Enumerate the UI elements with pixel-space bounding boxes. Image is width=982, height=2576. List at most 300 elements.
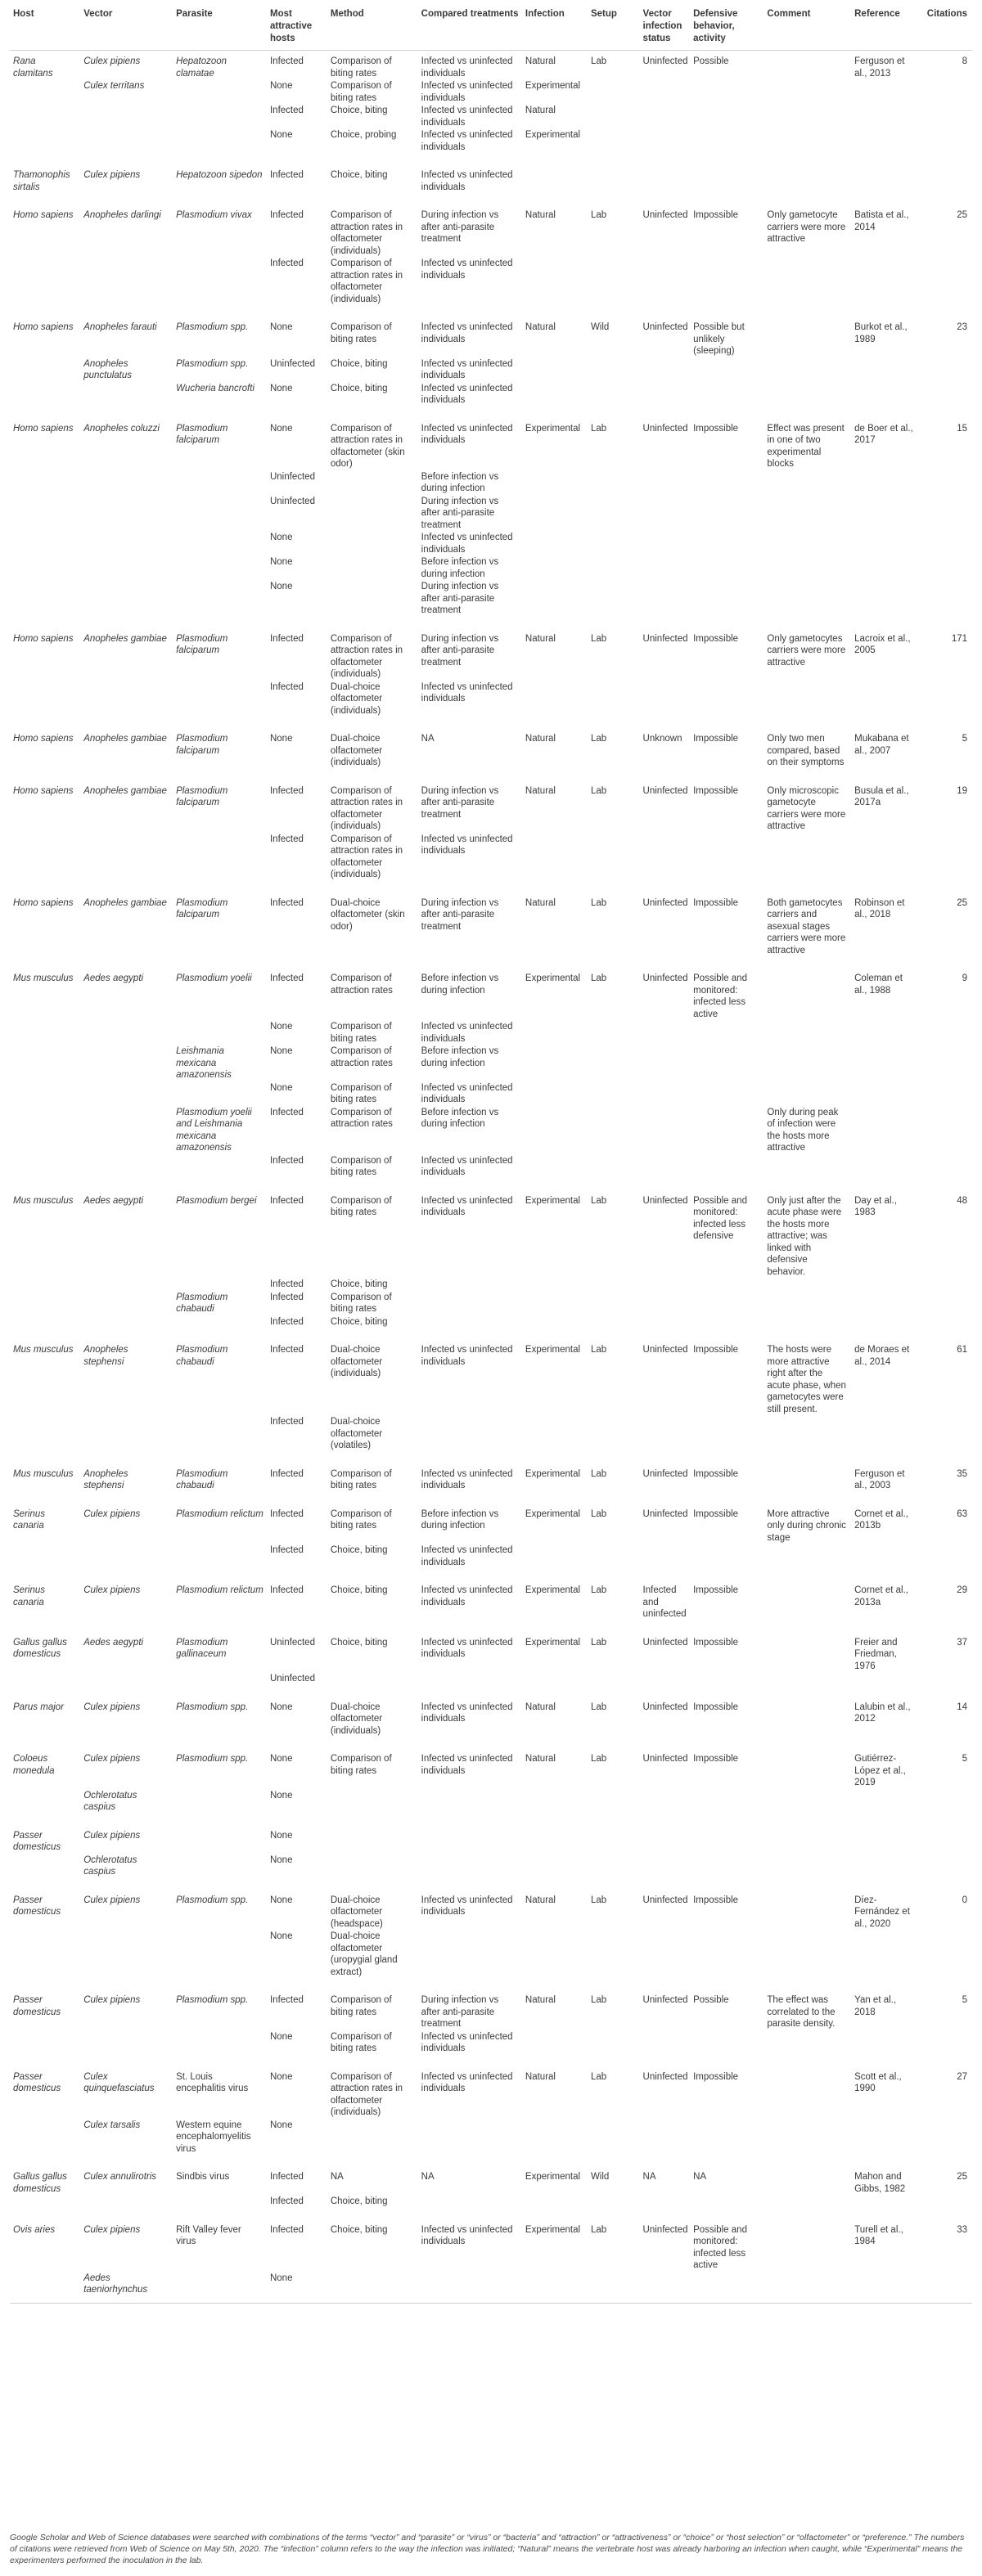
table-cell — [327, 495, 418, 532]
table-cell — [80, 681, 173, 717]
table-cell — [764, 1621, 851, 1673]
table-cell — [80, 495, 173, 532]
table-cell: 35 — [957, 1468, 967, 1479]
table-cell: Sindbis virus — [176, 2172, 230, 2182]
table-cell: Culex pipiens — [83, 1754, 141, 1764]
table-row — [10, 1106, 972, 1154]
table-cell — [640, 1789, 691, 1814]
table-cell — [640, 128, 691, 153]
table-cell: 171 — [951, 633, 967, 644]
table-cell: Infected vs uninfected individuals — [421, 1195, 513, 1217]
table-cell: Burkot et al., 1989 — [854, 322, 908, 344]
table-cell: Infected — [269, 2196, 304, 2206]
table-cell — [173, 495, 267, 532]
table-cell: Only gametocyte carriers were more attractive — [767, 210, 846, 244]
table-cell — [690, 495, 764, 532]
table-cell: Lab — [590, 56, 607, 66]
table-cell — [920, 2195, 972, 2208]
table-cell — [173, 1544, 267, 1568]
table-cell — [851, 153, 920, 193]
table-cell: Experimental — [525, 2172, 581, 2182]
table-cell — [588, 1315, 640, 1328]
table-cell: None — [269, 557, 293, 567]
table-cell: Experimental — [525, 1345, 581, 1355]
table-row — [10, 1814, 972, 1854]
table-cell — [173, 257, 267, 305]
table-cell: 33 — [957, 2224, 967, 2235]
table-cell — [588, 2119, 640, 2156]
table-cell — [851, 2030, 920, 2055]
table-row — [10, 580, 972, 617]
table-cell — [327, 1672, 418, 1685]
table-cell — [851, 257, 920, 305]
table-cell — [851, 1415, 920, 1452]
table-cell — [10, 1045, 80, 1081]
table-cell: None — [269, 1790, 293, 1801]
table-cell: Infected — [269, 2224, 304, 2235]
table-cell: Choice, biting — [330, 170, 388, 180]
table-cell: During infection vs after anti-parasite treatment — [421, 633, 499, 668]
table-cell — [764, 531, 851, 555]
table-cell: Culex pipiens — [83, 1995, 141, 2005]
table-cell — [640, 79, 691, 104]
table-cell — [920, 104, 972, 128]
table-cell — [522, 257, 588, 305]
table-cell: 0 — [962, 1895, 967, 1905]
table-cell — [690, 1854, 764, 1878]
table-cell — [418, 2119, 522, 2156]
table-cell: Comparison of biting rates — [330, 1082, 392, 1104]
table-cell — [764, 1685, 851, 1738]
table-cell: Comparison of biting rates — [330, 1995, 392, 2017]
table-cell — [522, 2272, 588, 2304]
table-cell — [920, 1045, 972, 1081]
table-cell: 25 — [957, 897, 967, 908]
table-cell: Uninfected — [269, 1674, 315, 1684]
table-cell: Infected — [269, 2172, 304, 2182]
table-cell — [690, 1291, 764, 1315]
table-cell: Lab — [590, 1895, 607, 1905]
table-cell: Ferguson et al., 2003 — [854, 1468, 905, 1490]
table-cell: Culex pipiens — [83, 1585, 141, 1595]
table-cell: Infected vs uninfected individuals — [421, 1895, 513, 1917]
table-cell: Anopheles farauti — [83, 322, 157, 332]
table-cell — [640, 1045, 691, 1081]
table-cell — [764, 470, 851, 495]
table-cell — [764, 2272, 851, 2304]
table-cell: Impossible — [693, 423, 739, 434]
table-cell — [764, 1315, 851, 1328]
table-cell: Possible — [693, 56, 729, 66]
table-cell — [764, 2055, 851, 2119]
table-cell: Dual-choice olfactometer (uropygial gland extract) — [330, 1931, 398, 1977]
table-cell: Dual-choice olfactometer (individuals) — [330, 1345, 383, 1378]
table-cell — [10, 1672, 80, 1685]
table-cell: Leishmania mexicana amazonensis — [176, 1046, 232, 1080]
table-cell: Choice, biting — [330, 1637, 388, 1648]
table-cell — [418, 1291, 522, 1315]
table-cell: Infected vs uninfected individuals — [421, 56, 513, 79]
table-cell — [588, 1106, 640, 1154]
table-cell: Natural — [525, 734, 556, 744]
table-cell: Plasmodium relictum — [176, 1508, 264, 1519]
table-cell — [764, 1789, 851, 1814]
table-cell — [80, 382, 173, 407]
table-cell: Impossible — [693, 734, 739, 744]
table-cell: Aedes aegypti — [83, 973, 144, 983]
table-cell — [80, 580, 173, 617]
table-cell: Thamonophis sirtalis — [13, 170, 70, 192]
table-cell — [690, 2272, 764, 2304]
table-cell: Experimental — [525, 130, 581, 140]
table-cell: Infected vs uninfected individuals — [421, 1754, 513, 1776]
table-cell — [173, 1814, 267, 1854]
table-cell: Homo sapiens — [13, 633, 74, 644]
table-cell — [690, 1020, 764, 1045]
table-cell — [640, 357, 691, 382]
table-cell — [10, 2272, 80, 2304]
table-cell: None — [269, 322, 293, 332]
table-cell — [80, 1278, 173, 1291]
table-cell: Comparison of biting rates — [330, 1022, 392, 1044]
table-cell — [640, 1154, 691, 1179]
col-header: Infection — [522, 0, 588, 51]
table-cell — [522, 1081, 588, 1106]
table-cell: Infected — [269, 106, 304, 115]
table-cell — [588, 1930, 640, 1978]
table-cell — [588, 257, 640, 305]
table-cell: Culex pipiens — [83, 2224, 141, 2235]
table-cell — [764, 2195, 851, 2208]
table-cell — [418, 1278, 522, 1291]
table-row — [10, 382, 972, 407]
table-cell — [588, 104, 640, 128]
table-cell: Plasmodium bergei — [176, 1195, 257, 1206]
table-cell: Comparison of biting rates — [330, 1195, 392, 1217]
table-cell: Mus musculus — [13, 1345, 74, 1355]
table-cell — [10, 1854, 80, 1878]
col-header: Method — [327, 0, 418, 51]
table-cell — [851, 1020, 920, 1045]
table-cell: Plasmodium chabaudi — [176, 1468, 228, 1490]
table-cell: Plasmodium yoelii and Leishmania mexicana amazonensis — [176, 1107, 252, 1153]
table-cell: None — [269, 1046, 293, 1056]
table-cell — [920, 2119, 972, 2156]
table-cell — [588, 79, 640, 104]
table-cell — [640, 1278, 691, 1291]
table-cell: Uninfected — [642, 1345, 688, 1355]
table-cell: Choice, probing — [330, 130, 397, 140]
table-cell: Culex pipiens — [83, 1508, 141, 1519]
table-cell — [764, 1415, 851, 1452]
table-cell — [173, 1930, 267, 1978]
table-cell — [10, 2119, 80, 2156]
table-cell: 9 — [962, 973, 967, 983]
table-cell: Infected — [269, 1316, 304, 1327]
table-cell — [690, 257, 764, 305]
table-cell: Before infection vs during infection — [421, 1107, 499, 1129]
table-cell: Lab — [590, 1468, 607, 1479]
table-cell: Homo sapiens — [13, 734, 74, 744]
table-cell — [764, 305, 851, 357]
table-cell — [522, 1045, 588, 1081]
table-cell: Mahon and Gibbs, 1982 — [854, 2172, 906, 2194]
table-cell — [764, 104, 851, 128]
table-cell: Infected vs uninfected individuals — [421, 423, 513, 445]
table-cell — [418, 2272, 522, 2304]
table-cell: 25 — [957, 2172, 967, 2182]
table-cell — [10, 470, 80, 495]
table-cell: de Moraes et al., 2014 — [854, 1345, 910, 1367]
table-cell: Gutiérrez-López et al., 2019 — [854, 1754, 906, 1787]
table-cell — [690, 531, 764, 555]
table-cell — [851, 681, 920, 717]
table-cell — [764, 1452, 851, 1492]
table-cell: None — [269, 81, 293, 91]
table-row — [10, 1621, 972, 1673]
table-cell: Both gametocytes carriers and asexual stages carriers were more attractive — [767, 897, 846, 955]
table-row — [10, 193, 972, 257]
table-cell: Infected vs uninfected individuals — [421, 81, 513, 103]
table-cell: Serinus canaria — [13, 1508, 45, 1531]
table-cell — [640, 382, 691, 407]
table-row — [10, 2155, 972, 2195]
table-cell: During infection vs after anti-parasite treatment — [421, 582, 499, 615]
table-cell — [80, 1930, 173, 1978]
table-cell — [764, 2155, 851, 2195]
table-cell: Impossible — [693, 1585, 739, 1595]
table-cell — [640, 2195, 691, 2208]
table-cell: Infected vs uninfected individuals — [421, 2031, 513, 2053]
table-cell: Lab — [590, 2071, 607, 2082]
table-cell — [327, 1814, 418, 1854]
table-cell — [764, 1020, 851, 1045]
table-cell — [80, 1081, 173, 1106]
table-cell: Uninfected — [642, 1468, 688, 1479]
table-cell: NA — [330, 2172, 344, 2182]
table-cell: 8 — [962, 56, 967, 66]
table-cell — [640, 1291, 691, 1315]
table-cell — [690, 1106, 764, 1154]
table-cell: Lab — [590, 423, 607, 434]
table-cell: During infection vs after anti-parasite treatment — [421, 897, 499, 932]
table-cell — [522, 357, 588, 382]
table-cell — [10, 1930, 80, 1978]
table-cell — [690, 382, 764, 407]
table-cell: Gallus gallus domesticus — [13, 2172, 67, 2194]
col-header: Host — [10, 0, 80, 51]
table-cell: 23 — [957, 322, 967, 332]
table-cell — [640, 495, 691, 532]
table-cell: Comparison of attraction rates in olfactometer (individuals) — [330, 633, 403, 679]
table-cell: More attractive only during chronic stage — [767, 1508, 846, 1543]
table-cell: Comparison of attraction rates — [330, 973, 393, 996]
table-row — [10, 79, 972, 104]
table-cell — [920, 1930, 972, 1978]
table-cell — [851, 104, 920, 128]
table-cell: Choice, biting — [330, 383, 388, 393]
table-cell: None — [269, 533, 293, 542]
table-cell: Culex tarsalis — [83, 2120, 141, 2130]
table-cell — [690, 357, 764, 382]
table-cell — [920, 1154, 972, 1179]
table-cell: Uninfected — [642, 785, 688, 796]
table-cell — [851, 2119, 920, 2156]
table-cell — [764, 1854, 851, 1878]
table-cell: Natural — [525, 322, 556, 332]
table-footnote: Google Scholar and Web of Science databases were searched with combinations of the terms “vector” and “parasite” or “virus” or “bacteria” and “attraction” or “attractiveness” or “choice” or “host selection” or “olfactometer” or “preference.” The numbers of citations were retrieved from Web of Science on May 5th, 2020. The “infection” column refers to the way the infection was initiated; “Natural” means the vertebrate host was already harboring an infection when caught, while “Experimental” means the experimenters performed the inoculation in the lab. — [10, 2533, 965, 2565]
table-cell — [764, 153, 851, 193]
table-cell: Natural — [525, 785, 556, 796]
table-cell: Infected — [269, 785, 304, 796]
table-cell — [173, 1154, 267, 1179]
table-cell: Natural — [525, 1895, 556, 1905]
table-cell: Before infection vs during infection — [421, 1046, 499, 1068]
table-cell — [640, 555, 691, 580]
table-cell: Effect was present in one of two experimental blocks — [767, 423, 845, 469]
table-cell: Experimental — [525, 1585, 581, 1595]
table-cell: Comparison of biting rates — [330, 2031, 392, 2053]
table-cell — [588, 2195, 640, 2208]
table-row — [10, 51, 972, 80]
table-cell: Plasmodium falciparum — [176, 897, 228, 919]
table-cell: Passer domesticus — [13, 1895, 61, 1917]
table-cell: Anopheles stephensi — [83, 1345, 128, 1367]
table-cell — [690, 1544, 764, 1568]
table-cell — [764, 1291, 851, 1315]
table-cell: None — [269, 130, 293, 140]
table-cell: Comparison of attraction rates in olfactometer (individuals) — [330, 785, 403, 831]
table-cell: Comparison of biting rates — [330, 81, 392, 103]
table-cell: Infected vs uninfected individuals — [421, 130, 513, 152]
table-cell: Passer domesticus — [13, 1830, 61, 1852]
table-cell: Uninfected — [642, 1895, 688, 1905]
table-cell — [588, 1278, 640, 1291]
table-cell: Freier and Friedman, 1976 — [854, 1637, 898, 1671]
table-cell: Infected vs uninfected individuals — [421, 2071, 513, 2093]
table-cell: Anopheles punctulatus — [83, 358, 133, 380]
table-cell — [764, 2208, 851, 2272]
table-cell — [173, 1789, 267, 1814]
table-cell: Wild — [590, 2172, 610, 2182]
table-cell: Hepatozoon sipedon — [176, 170, 263, 180]
table-cell — [690, 1814, 764, 1854]
table-cell: Infected vs uninfected individuals — [421, 1468, 513, 1490]
table-cell: Uninfected — [642, 1637, 688, 1648]
table-cell: Uninfected — [642, 897, 688, 908]
table-cell — [10, 1315, 80, 1328]
table-cell: Turell et al., 1984 — [854, 2224, 903, 2246]
table-cell: Before infection vs during infection — [421, 973, 499, 996]
table-cell — [764, 1081, 851, 1106]
table-cell — [851, 1278, 920, 1291]
table-cell: Culex annulirotris — [83, 2172, 157, 2182]
table-cell — [588, 1154, 640, 1179]
table-cell — [920, 79, 972, 104]
table-cell — [10, 1081, 80, 1106]
table-cell: Passer domesticus — [13, 1995, 61, 2017]
table-cell — [851, 1291, 920, 1315]
table-cell — [10, 2195, 80, 2208]
table-cell — [920, 531, 972, 555]
table-cell: 5 — [962, 734, 967, 744]
table-cell: Plasmodium falciparum — [176, 785, 228, 807]
table-row — [10, 531, 972, 555]
table-cell — [920, 1106, 972, 1154]
table-cell — [173, 1278, 267, 1291]
table-cell — [522, 1930, 588, 1978]
table-cell: None — [269, 2071, 293, 2082]
table-cell: Comparison of attraction rates in olfactometer (individuals) — [330, 258, 403, 304]
table-cell — [690, 1081, 764, 1106]
table-cell — [764, 1930, 851, 1978]
table-cell — [920, 1854, 972, 1878]
table-cell: Comparison of attraction rates in olfactometer (skin odor) — [330, 423, 405, 469]
table-cell — [522, 1854, 588, 1878]
table-cell — [10, 531, 80, 555]
table-cell — [588, 2272, 640, 2304]
table-cell: Lab — [590, 633, 607, 644]
table-cell — [920, 555, 972, 580]
table-cell: Uninfected — [269, 471, 315, 482]
table-cell: Infected — [269, 681, 304, 692]
table-row — [10, 2208, 972, 2272]
table-cell: Plasmodium spp. — [176, 1754, 249, 1764]
table-row — [10, 1930, 972, 1978]
table-cell: Possible and monitored: infected less defensive — [693, 1195, 747, 1241]
table-cell: Impossible — [693, 1637, 739, 1648]
table-cell — [851, 1930, 920, 1978]
table-cell: During infection vs after anti-parasite treatment — [421, 496, 499, 530]
table-cell: Lab — [590, 1702, 607, 1712]
table-cell: None — [269, 1931, 293, 1941]
table-cell — [690, 153, 764, 193]
table-cell — [522, 1672, 588, 1685]
table-row — [10, 769, 972, 833]
table-cell — [851, 833, 920, 881]
table-row — [10, 1452, 972, 1492]
table-cell — [522, 531, 588, 555]
table-cell: Dual-choice olfactometer (individuals) — [330, 681, 383, 716]
table-cell — [173, 128, 267, 153]
table-cell — [920, 1415, 972, 1452]
table-cell: Choice, biting — [330, 106, 388, 115]
table-cell: Ochlerotatus caspius — [83, 1790, 137, 1812]
table-cell: Anopheles gambiae — [83, 897, 167, 908]
table-cell — [920, 1814, 972, 1854]
table-row — [10, 495, 972, 532]
table-cell: Lab — [590, 973, 607, 983]
table-cell — [851, 382, 920, 407]
table-cell — [764, 2119, 851, 2156]
table-row — [10, 1568, 972, 1621]
table-cell — [920, 153, 972, 193]
table-cell: Infected — [269, 210, 304, 220]
table-cell: None — [269, 1895, 293, 1905]
table-cell: Infected — [269, 1292, 304, 1302]
table-cell — [640, 1814, 691, 1854]
table-cell: Impossible — [693, 1345, 739, 1355]
table-cell: Impossible — [693, 1895, 739, 1905]
table-cell — [173, 79, 267, 104]
table-cell — [522, 2030, 588, 2055]
table-cell: Serinus canaria — [13, 1585, 45, 1607]
table-cell: Uninfected — [642, 1195, 688, 1206]
table-cell: Infected — [269, 1345, 304, 1355]
table-cell: 25 — [957, 210, 967, 220]
table-cell — [640, 104, 691, 128]
table-cell: Comparison of attraction rates in olfactometer (individuals) — [330, 834, 403, 879]
